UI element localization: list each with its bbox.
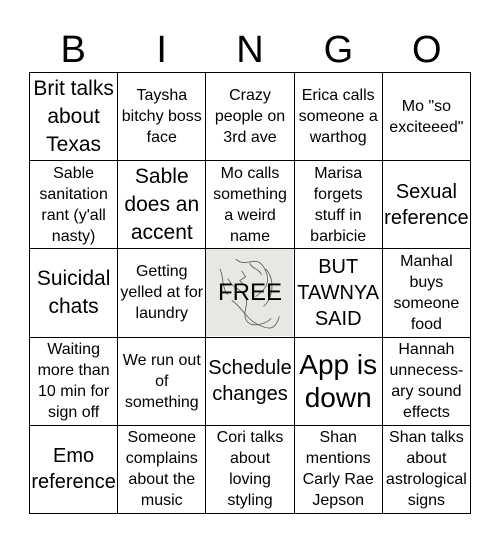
bingo-cell[interactable] xyxy=(118,426,206,514)
bingo-cell-text: Marisa forgets stuff in barbicie xyxy=(310,164,367,245)
header-letter-o: O xyxy=(412,29,442,71)
header-letter-n: N xyxy=(236,29,264,71)
bingo-cell-text: Erica calls someone a warthog xyxy=(298,87,378,147)
header-letter-g: G xyxy=(323,29,354,71)
bingo-cell[interactable] xyxy=(206,161,294,249)
bingo-cell-text: Waiting more than 10 min for sign off xyxy=(37,341,110,422)
bingo-cell-text: Schedule changes xyxy=(208,357,292,406)
free-space-cell[interactable] xyxy=(206,249,294,337)
bingo-cell-text: Shan mentions Carly Rae Jepson xyxy=(302,429,374,510)
bingo-cell[interactable] xyxy=(206,426,294,514)
bingo-cell-text: Crazy people on 3rd ave xyxy=(214,87,286,147)
bingo-cell-text: We run out of something xyxy=(122,351,201,411)
bingo-cell[interactable] xyxy=(30,161,118,249)
bingo-cell-text: BUT TAWNYA SAID xyxy=(297,255,380,330)
bingo-cell-text: Mo calls something a weird name xyxy=(213,164,287,245)
header-letter-i: I xyxy=(156,29,167,71)
bingo-cell[interactable] xyxy=(118,338,206,426)
bingo-cell[interactable] xyxy=(30,73,118,161)
bingo-cell[interactable] xyxy=(383,338,471,426)
bingo-cell-text: Emo reference xyxy=(31,445,116,494)
bingo-cell-text: Mo "so exciteeed" xyxy=(389,97,464,136)
bingo-header xyxy=(29,28,471,72)
header-letter-b: B xyxy=(60,29,86,71)
bingo-cell-text: Suicidal chats xyxy=(36,266,111,318)
bingo-cell[interactable] xyxy=(118,161,206,249)
bingo-cell[interactable] xyxy=(206,338,294,426)
bingo-cell-text: Taysha bitchy boss face xyxy=(121,87,202,147)
bingo-cell-text: Sexual reference xyxy=(384,180,469,229)
bingo-cell-text: Manhal buys someone food xyxy=(393,253,460,333)
bingo-cell-text: Shan talks about astrological signs xyxy=(385,429,467,510)
bingo-cell[interactable] xyxy=(30,338,118,426)
bingo-cell-text: Cori talks about loving styling xyxy=(216,429,284,510)
bingo-cell-text: Brit talks about Texas xyxy=(33,76,114,156)
bingo-cell[interactable] xyxy=(383,249,471,337)
bingo-cell[interactable] xyxy=(206,73,294,161)
bingo-grid xyxy=(29,72,471,514)
bingo-cell-text: Sable sanitation rant (y'all nasty) xyxy=(39,164,108,245)
bingo-cell[interactable] xyxy=(30,249,118,337)
bingo-cell[interactable] xyxy=(295,73,383,161)
bingo-cell-text: Getting yelled at for laundry xyxy=(120,263,204,323)
bingo-cell-text: Someone complains about the music xyxy=(125,429,198,510)
bingo-cell[interactable] xyxy=(383,161,471,249)
bingo-cell[interactable] xyxy=(118,249,206,337)
free-space-label: FREE xyxy=(217,278,282,306)
bingo-cell[interactable] xyxy=(295,249,383,337)
bingo-cell-text: Sable does an accent xyxy=(124,164,200,244)
bingo-cell[interactable] xyxy=(118,73,206,161)
bingo-cell[interactable] xyxy=(295,161,383,249)
bingo-cell[interactable] xyxy=(383,73,471,161)
bingo-cell[interactable] xyxy=(295,338,383,426)
bingo-cell-text: App is down xyxy=(299,349,378,414)
bingo-cell-text: Hannah unnecess-ary sound effects xyxy=(389,341,464,422)
bingo-cell[interactable] xyxy=(30,426,118,514)
bingo-cell[interactable] xyxy=(383,426,471,514)
bingo-cell[interactable] xyxy=(295,426,383,514)
